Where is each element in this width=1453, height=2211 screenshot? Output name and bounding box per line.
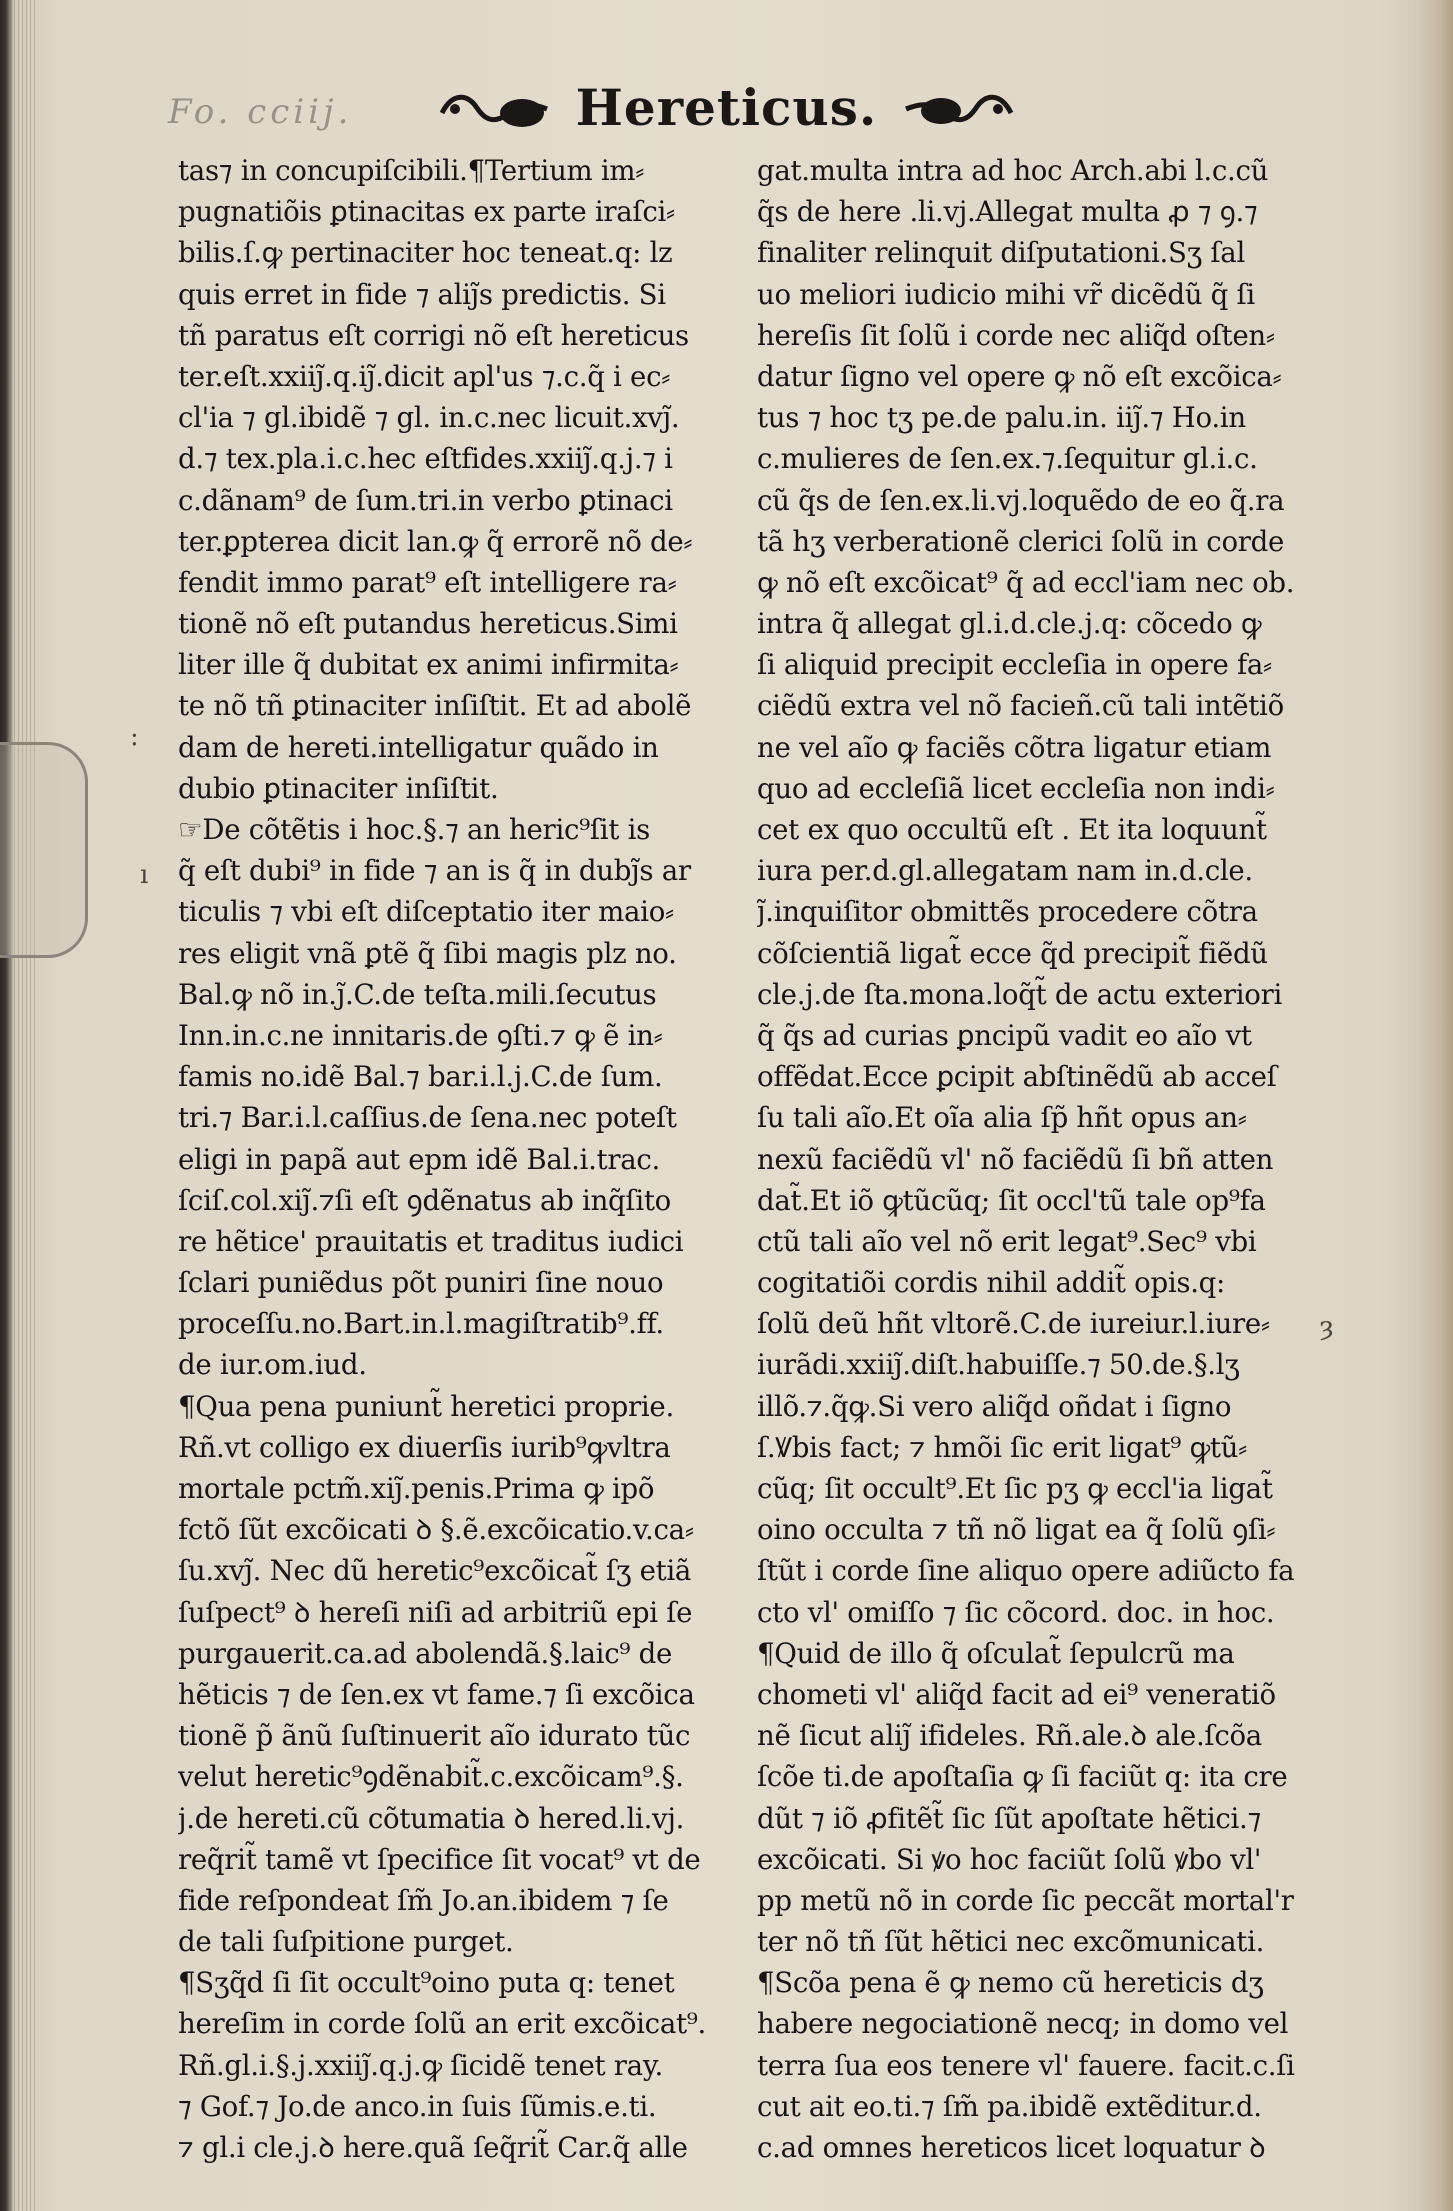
page-edge-stain — [1413, 0, 1453, 2211]
text-line: ⁊ Gof.⁊ Jo.de anco.in ſuis ſũmis.e.ti. — [178, 2089, 657, 2123]
text-line: ſtũt i corde ſine aliquo opere adiũcto fa — [757, 1554, 1295, 1588]
text-line: oino occulta ⁊ tñ nõ ligat ea q̃ ſolũ ꝯſi⸗ — [757, 1513, 1276, 1547]
folio-note: Fo. cciij. — [168, 92, 353, 132]
text-line: liter ille q̃ dubitat ex animi infirmita⸗ — [178, 648, 679, 682]
text-line: pugnatiõis ꝑtinacitas ex parte iraſci⸗ — [178, 195, 675, 229]
text-line: tionẽ nõ eſt putandus hereticus.Simi — [178, 607, 678, 641]
text-line: cũ q̃s de ſen.ex.li.vj.loquẽdo de eo q̃.ra — [757, 483, 1285, 517]
margin-mark: : — [130, 722, 139, 752]
text-line: cogitatiõi cordis nihil addit̃ opis.q: — [757, 1266, 1226, 1300]
text-line: ſu.xvȷ̃. Nec dũ heretic⁹excõicat̃ ſʒ etiã — [178, 1554, 692, 1588]
text-line: req̃rit̃ tamẽ vt ſpecifice ſit vocat⁹ vt de — [178, 1842, 701, 1876]
text-line: nexũ faciẽdũ vl' nõ faciẽdũ ſi bñ atten — [757, 1142, 1274, 1176]
text-line: ſclari puniẽdus põt puniri ſine nouo — [178, 1266, 664, 1300]
text-line: chometi vl' aliq̃d facit ad ei⁹ veneratiõ — [757, 1677, 1276, 1711]
text-line: de tali ſuſpitione purget. — [178, 1925, 514, 1959]
text-line: ȷ̃.inquiſitor obmittẽs procedere cõtra — [757, 895, 1258, 929]
page-title: Hereticus. — [575, 78, 878, 137]
text-line: ter.eſt.xxiiȷ̃.q.iȷ̃.dicit apl'us ⁊.c.q̃ i ec⸗ — [178, 359, 671, 393]
text-line: fide reſpondeat ſm̃ Jo.an.ibidem ⁊ ſe — [178, 1883, 669, 1917]
text-line: intra q̃ allegat gl.i.d.cle.j.q: cõcedo ꝙ — [757, 607, 1262, 641]
text-line: j.de hereti.cũ cõtumatia ꝺ hered.li.vj. — [178, 1801, 685, 1835]
text-line: ſcõe ti.de apoſtaſia ꝙ ſi faciũt q: ita cre — [757, 1760, 1288, 1794]
text-line: ꝙ nõ eſt excõicat⁹ q̃ ad eccl'iam nec ob. — [757, 565, 1295, 599]
text-line: cl'ia ⁊ gl.ibidẽ ⁊ gl. in.c.nec licuit.xvȷ̃. — [178, 401, 680, 435]
text-line: tri.⁊ Bar.i.l.caſſius.de ſena.nec poteſt — [178, 1101, 677, 1135]
text-line: de iur.om.iud. — [178, 1348, 367, 1382]
text-line: ☞De cõtẽtis i hoc.§.⁊ an heric⁹ſit is — [178, 813, 650, 846]
text-line: cet ex quo occultũ eſt . Et ita loquunt̃ — [757, 813, 1267, 846]
text-line: nẽ ſicut aliȷ̃ ifideles. Rñ.ale.ꝺ ale.ſcõa — [757, 1719, 1262, 1753]
text-line: ſolũ deũ hñt vltorẽ.C.de iureiur.l.iure⸗ — [757, 1307, 1270, 1341]
margin-mark: ı — [140, 860, 149, 890]
text-line: ctũ tali aĩo vel nõ erit legat⁹.Sec⁹ vbi — [757, 1224, 1257, 1258]
text-line: Bal.ꝙ nõ in.ȷ̃.C.de teſta.mili.ſecutus — [178, 977, 657, 1011]
text-line: quis erret in fide ⁊ aliȷ̃s predictis. Si — [178, 277, 666, 311]
text-line: q̃ q̃s ad curias ꝑncipũ vadit eo aĩo vt — [757, 1018, 1252, 1052]
text-line: c.mulieres de ſen.ex.⁊.ſequitur gl.i.c. — [757, 442, 1258, 476]
text-line: tas⁊ in concupiſcibili.¶Tertium im⸗ — [178, 154, 645, 187]
text-line: hereſis ſit ſolũ i corde nec aliq̃d oſten⸗ — [757, 318, 1275, 352]
text-line: datur ſigno vel opere ꝙ nõ eſt excõica⸗ — [757, 359, 1282, 393]
text-line: hereſim in corde ſolũ an erit excõicat⁹. — [178, 2007, 706, 2041]
text-line: Rñ.vt colligo ex diuerſis iurib⁹ꝙvltra — [178, 1430, 671, 1464]
text-line: quo ad eccleſiã licet eccleſia non indi⸗ — [757, 771, 1275, 805]
text-line: q̃s de here .li.vj.Allegat multa ꝓ ⁊ ꝯ.⁊ — [757, 195, 1258, 229]
text-line: cto vl' omiſſo ⁊ ſic cõcord. doc. in hoc. — [757, 1595, 1275, 1629]
text-line: dũt ⁊ iõ ꝓfitẽt̃ ſic ſũt apoſtate hẽtici.⁊ — [757, 1801, 1261, 1835]
text-line: habere negociationẽ necq; in domo vel — [757, 2007, 1289, 2041]
text-line: ter.ꝑpterea dicit lan.ꝙ q̃ errorẽ nõ de⸗ — [178, 524, 693, 558]
text-line: cut ait eo.ti.⁊ ſm̃ pa.ibidẽ extẽditur.d. — [757, 2089, 1262, 2123]
text-line: ⁊ gl.i cle.j.ꝺ here.quã ſeq̃rit̃ Car.q̃ alle — [178, 2131, 688, 2164]
binding-gutter — [6, 0, 36, 2211]
text-line: te nõ tñ ꝑtinaciter inſiſtit. Et ad abolẽ — [178, 689, 692, 723]
text-line: q̃ eſt dubi⁹ in fide ⁊ an is q̃ in dubȷ̃s ar — [178, 854, 691, 888]
text-line: ſ.Ꝟbis fact; ⁊ hmõi ſic erit ligat⁹ ꝙtũ⸗ — [757, 1430, 1248, 1464]
text-line: c.ad omnes hereticos licet loquatur ꝺ — [757, 2131, 1266, 2164]
text-line: illõ.⁊.q̃ꝙ.Si vero aliq̃d oñdat i ſigno — [757, 1389, 1232, 1423]
text-line: eligi in papã aut epm idẽ Bal.i.trac. — [178, 1142, 660, 1176]
text-line: dat̃.Et iõ ꝙtũcũq; ſit occl'tũ tale op⁹fa — [757, 1183, 1266, 1217]
text-line: tionẽ p̃ ãnũ ſuſtinuerit aĩo idurato tũc — [178, 1719, 691, 1753]
text-line: re hẽtice' prauitatis et traditus iudici — [178, 1224, 684, 1258]
text-line: fendit immo parat⁹ eſt intelligere ra⸗ — [178, 565, 677, 599]
text-line: hẽticis ⁊ de ſen.ex vt fame.⁊ ſi excõica — [178, 1677, 695, 1711]
text-line: iurãdi.xxiiȷ̃.diſt.habuiſſe.⁊ 50.de.§.lʒ — [757, 1348, 1240, 1382]
text-line: gat.multa intra ad hoc Arch.abi l.c.cũ — [757, 154, 1269, 187]
text-line: res eligit vnã ꝑtẽ q̃ ſibi magis plz no. — [178, 936, 677, 970]
text-line: ticulis ⁊ vbi eſt diſceptatio iter maio⸗ — [178, 895, 674, 929]
left-column — [178, 150, 758, 2168]
text-line: velut heretic⁹ꝯdẽnabit̃.c.excõicam⁹.§. — [178, 1760, 684, 1794]
text-line: ciẽdũ extra vel nõ facieñ.cũ tali intẽtiõ — [757, 689, 1284, 723]
text-line: dubio ꝑtinaciter inſiſtit. — [178, 771, 499, 805]
text-line: proceſſu.no.Bart.in.l.magiſtratib⁹.ff. — [178, 1307, 664, 1341]
text-line: Inn.in.c.ne innitaris.de ꝯſti.⁊ ꝙ ẽ in⸗ — [178, 1018, 663, 1052]
text-line: cũq; ſit occult⁹.Et ſic pʒ ꝙ eccl'ia ligat̃ — [757, 1472, 1273, 1505]
text-line: ſuſpect⁹ ꝺ hereſi niſi ad arbitriũ epi ſe — [178, 1595, 693, 1629]
text-line: tus ⁊ hoc tʒ pe.de palu.in. iiȷ̃.⁊ Ho.in — [757, 401, 1246, 435]
text-line: ¶Qua pena puniunt̃ heretici proprie. — [178, 1389, 674, 1423]
text-line: mortale pctm̃.xiȷ̃.penis.Prima ꝙ ipõ — [178, 1472, 655, 1505]
page-header — [0, 78, 1453, 137]
text-line: d.⁊ tex.pla.i.c.hec eſtfides.xxiiȷ̃.q.j.⁊ i — [178, 442, 673, 476]
text-line: ¶Scõa pena ẽ ꝙ nemo cũ hereticis dʒ — [757, 1966, 1264, 2000]
text-line: ſi aliquid precipit eccleſia in opere fa⸗ — [757, 648, 1272, 682]
text-line: terra ſua eos tenere vl' fauere. facit.c.ſi — [757, 2048, 1295, 2082]
text-line: ¶Sʒq̃d ſi ſit occult⁹oino puta q: tenet — [178, 1966, 675, 2000]
text-line: cle.j.de ſta.mona.loq̃t̃ de actu exteriori — [757, 977, 1282, 1011]
text-line: iura per.d.gl.allegatam nam in.d.cle. — [757, 854, 1253, 888]
text-line: offẽdat.Ecce ꝑcipit abſtinẽdũ ab acceſ — [757, 1060, 1277, 1094]
text-line: pp metũ nõ in corde ſic peccãt mortal'r — [757, 1883, 1294, 1917]
text-line: dam de hereti.intelligatur quãdo in — [178, 730, 659, 764]
text-line: excõicati. Si ꝟo hoc faciũt ſolũ ꝟbo vl' — [757, 1842, 1262, 1876]
text-line: ter nõ tñ ſũt hẽtici nec excõmunicati. — [757, 1925, 1265, 1959]
text-line: ne vel aĩo ꝙ faciẽs cõtra ligatur etiam — [757, 730, 1272, 764]
text-line: famis no.idẽ Bal.⁊ bar.i.l.j.C.de ſum. — [178, 1060, 663, 1094]
binding-clip — [0, 742, 88, 958]
text-line: bilis.ſ.ꝙ pertinaciter hoc teneat.q: lz — [178, 236, 673, 270]
text-line: Rñ.gl.i.§.j.xxiiȷ̃.q.j.ꝙ ſicidẽ tenet ray. — [178, 2048, 663, 2082]
right-column — [757, 150, 1337, 2168]
text-line: ¶Quid de illo q̃ oſculat̃ ſepulcrũ ma — [757, 1636, 1235, 1670]
text-line: purgauerit.ca.ad abolendã.§.laic⁹ de — [178, 1636, 672, 1670]
text-line: cõſcientiã ligat̃ ecce q̃d precipit̃ fiẽdũ — [757, 936, 1268, 970]
text-line: tñ paratus eſt corrigi nõ eſt hereticus — [178, 318, 689, 352]
margin-mark: ȝ — [1320, 1312, 1334, 1342]
text-line: ſu tali aĩo.Et oĩa alia ſp̃ hñt opus an⸗ — [757, 1101, 1247, 1135]
dragon-ornament-icon — [437, 83, 557, 133]
text-line: tã hʒ verberationẽ clerici ſolũ in corde — [757, 524, 1285, 558]
text-line: c.dãnam⁹ de ſum.tri.in verbo ꝑtinaci — [178, 483, 673, 517]
dragon-ornament-icon — [896, 83, 1016, 133]
text-line: fctõ ſũt excõicati ꝺ §.ẽ.excõicatio.v.ca⸗ — [178, 1513, 694, 1547]
text-line: uo meliori iudicio mihi vr̃ dicẽdũ q̃ ſi — [757, 277, 1255, 311]
text-line: ſciſ.col.xiȷ̃.⁊ſi eſt ꝯdẽnatus ab inq̃ſito — [178, 1183, 671, 1217]
text-line: finaliter relinquit diſputationi.Sʒ ſal — [757, 236, 1245, 270]
